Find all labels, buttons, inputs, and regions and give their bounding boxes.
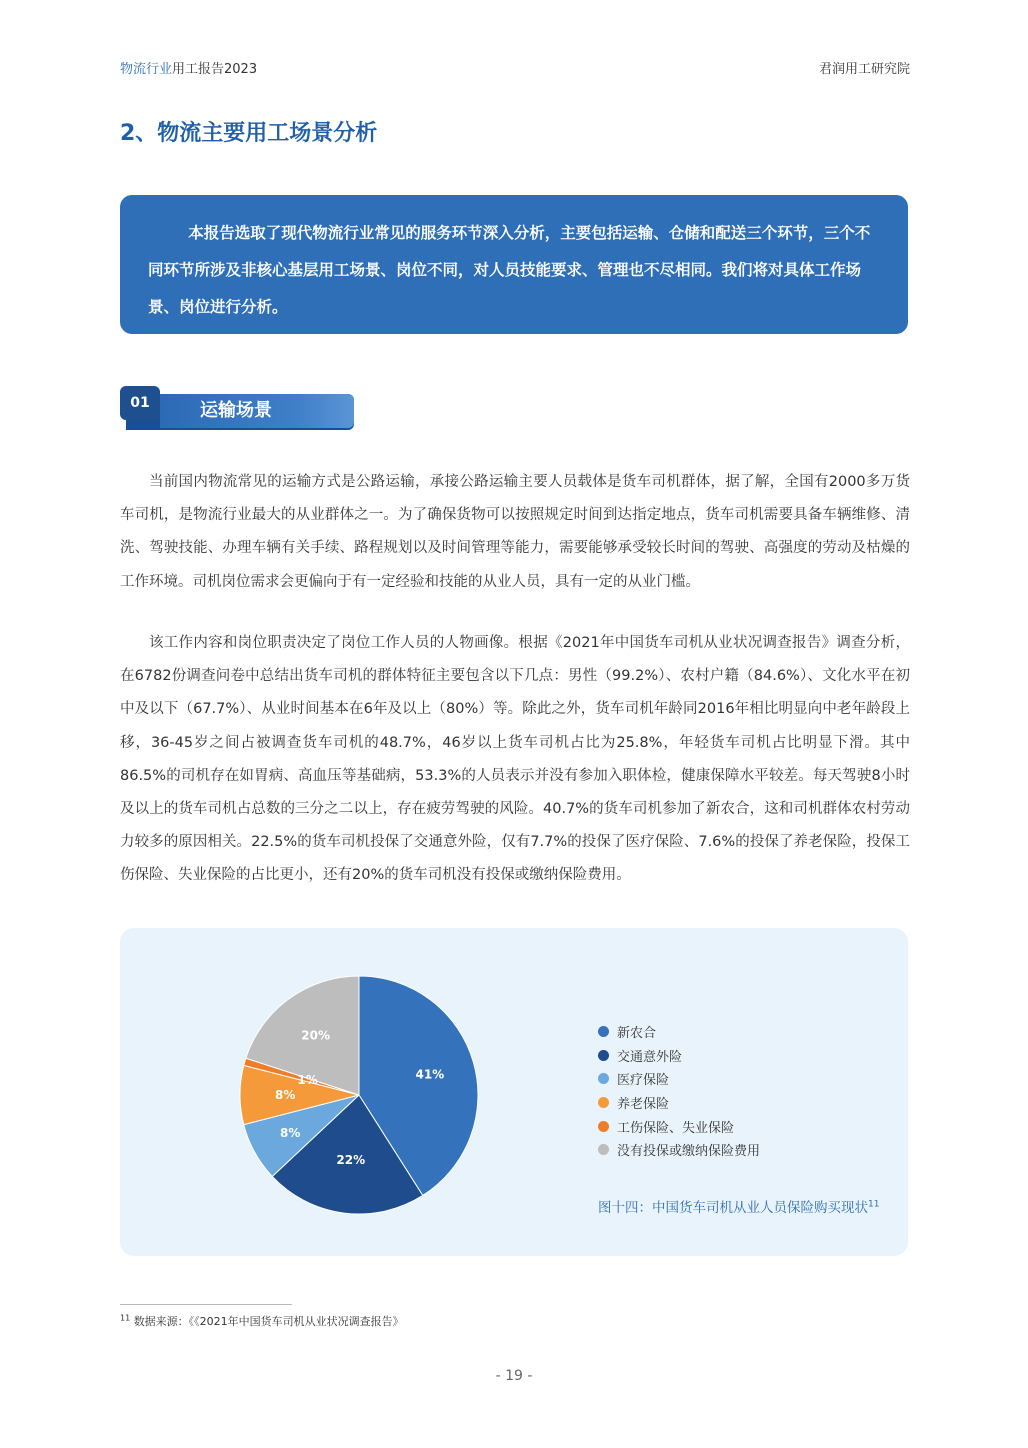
pie-value-label: 8% [279,1125,301,1140]
legend-item [598,1020,760,1044]
page-number: - 19 - [495,1368,533,1384]
pie-value-label: 20% [301,1028,331,1043]
pie-value-label: 8% [275,1088,296,1102]
footnote-number: 11 [120,1313,131,1323]
legend-swatch [598,1121,609,1132]
header-industry: 物流行业 [120,62,173,77]
section-title: 2、物流主要用工场景分析 [120,121,378,146]
caption-text: 图十四：中国货车司机从业人员保险购买现状 [598,1200,868,1216]
subsection-number: 01 [120,386,160,420]
pie-value-label: 41% [415,1067,445,1082]
intro-text: 本报告选取了现代物流行业常见的服务环节深入分析，主要包括运输、仓储和配送三个环节，三个不同环节所涉及非核心基层用工场景、岗位不同，对人员技能要求、管理也不尽相同。我们将对具体工作场景、岗位进行分析。 [148,224,871,316]
header-report-name: 用工报告2023 [172,62,258,77]
legend-label: 没有投保或缴纳保险费用 [617,1144,761,1160]
subsection-header [120,386,354,430]
legend-label: 养老保险 [617,1097,670,1113]
chart-legend [598,1020,760,1162]
legend-swatch [598,1097,609,1108]
header-institute: 君润用工研究院 [818,62,910,77]
footnote [120,1313,404,1329]
caption-footnote-ref: 11 [868,1199,880,1210]
paragraph-transport-intro: 当前国内物流常见的运输方式是公路运输，承接公路运输主要人员载体是货车司机群体，据了解，全国有2000多万货车司机，是物流行业最大的从业群体之一。为了确保货物可以按照规定时间到达指定地点，货车司机需要具备车辆维修、清洗、驾驶技能、办理车辆有关手续、路程规划以及时间管理等能力，需要能够承受较长时间的驾驶、高强度的劳动及枯燥的工作环境。司机岗位需求会更偏向于有一定经验和技能的从业人员，具有一定的从业门槛。 [120,474,910,590]
legend-item [598,1091,760,1115]
figure-caption [598,1196,879,1216]
legend-label: 医疗保险 [617,1073,670,1089]
legend-swatch [598,1050,609,1061]
legend-swatch [598,1026,609,1037]
legend-item [598,1138,760,1162]
legend-swatch [598,1073,609,1084]
pie-chart [237,973,481,1217]
legend-label: 交通意外险 [617,1049,683,1065]
footnote-divider [120,1304,292,1305]
legend-label: 工伤保险、失业保险 [617,1120,735,1136]
footnote-text: 数据来源：《《2021年中国货车司机从业状况调查报告》 [133,1315,404,1328]
intro-box [120,195,908,334]
header-report-title [120,58,257,77]
legend-item [598,1044,760,1068]
legend-label: 新农合 [617,1026,657,1042]
legend-swatch [598,1144,609,1155]
legend-item [598,1114,760,1138]
chart-panel [120,928,908,1256]
subsection-label: 运输场景 [200,400,272,421]
legend-item [598,1067,760,1091]
pie-value-label: 1% [297,1073,318,1088]
pie-value-label: 22% [336,1152,366,1167]
paragraph-driver-profile: 该工作内容和岗位职责决定了岗位工作人员的人物画像。根据《2021年中国货车司机从业状况调查报告》调查分析，在6782份调查问卷中总结出货车司机的群体特征主要包含以下几点：男性（99.2%）、农村户籍（84.6%）、文化水平在初中及以下（67.7%）、从业时间基本在6年及以上（80%）等。除此之外，货车司机年龄同2016年相比明显向中老年龄段上移，36-45岁之间占被调查货车司机的48.7%，46岁以上货车司机占比为25.8%，年轻货车司机占比明显下滑。其中86.5%的司机存在如胃病、高血压等基础病，53.3%的人员表示并没有参加入职体检，健康保障水平较差。每天驾驶8小时及以上的货车司机占总数的三分之二以上，存在疲劳驾驶的风险。40.7%的货车司机参加了新农合，这和司机群体农村劳动力较多的原因相关。22.5%的货车司机投保了交通意外险，仅有7.7%的投保了医疗保险、7.6%的投保了养老保险，投保工伤保险、失业保险的占比更小，还有20%的货车司机没有投保或缴纳保险费用。 [120,635,910,884]
